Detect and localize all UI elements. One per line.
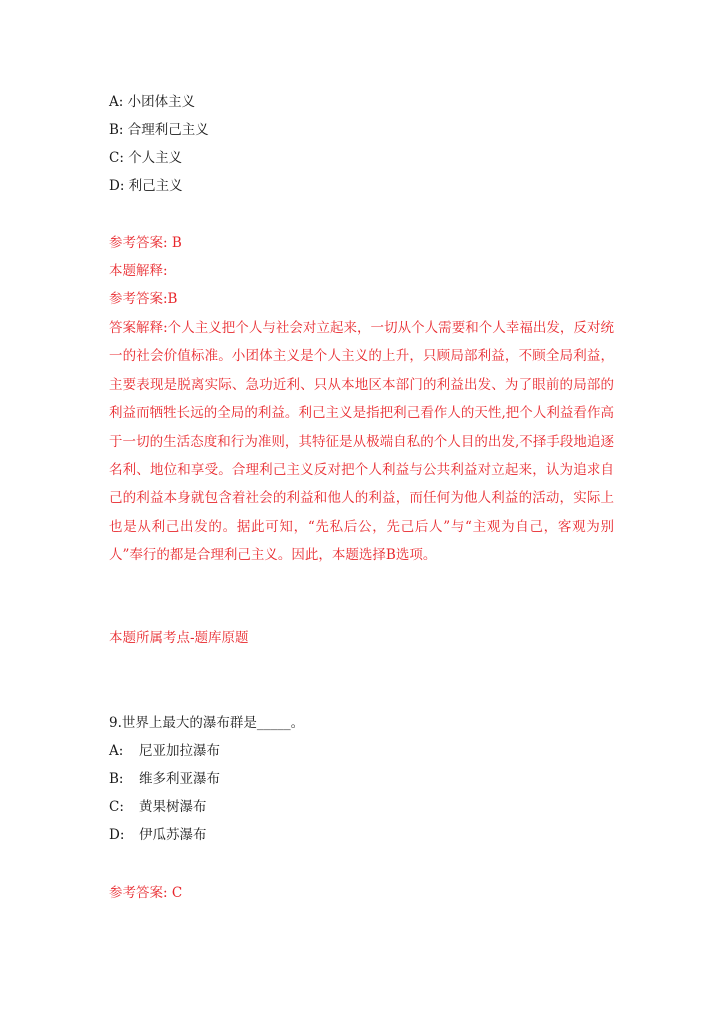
q8-option-b-label: B: (109, 122, 124, 138)
q8-explanation: 答案解释:个人主义把个人与社会对立起来，一切从个人需要和个人幸福出发，反对统一的社会价值标准。小团体主义是个人主义的上升，只顾局部利益，不顾全局利益，主要表现是脱离实际、急功近利、只从本地区本部门的利益出发、为了眼前的局部的利益而牺牲长远的全局的利益。利己主义是指把利己看作人的天性,把个人利益看作高于一切的生活态度和行为准则，其特征是从极端自私的个人目的出发,不择手段地追逐名利、地位和享受。合理利己主义反对把个人利益与公共利益对立起来，认为追求自己的利益本身就包含着社会的利益和他人的利益，而任何为他人利益的活动，实际上也是从利己出发的。据此可知，“先私后公，先己后人”与“主观为自己，客观为别人”奉行的都是合理利己主义。因此，本题选择B选项。 (109, 320, 614, 564)
q8-option-c (109, 148, 182, 168)
q9-option-d-text: 伊瓜苏瀑布 (139, 827, 207, 843)
q8-option-d-text: 利己主义 (128, 178, 183, 194)
q8-option-a (109, 92, 195, 112)
q8-option-d (109, 176, 183, 196)
q9-answer: 参考答案: C (109, 885, 183, 901)
q9-option-d (109, 825, 207, 845)
q8-option-a-label: A: (109, 94, 124, 110)
q9-option-a (109, 741, 220, 761)
q8-option-a-text: 小团体主义 (127, 94, 196, 110)
q8-option-b-text: 合理利己主义 (127, 122, 209, 138)
q9-option-b-label: B: (109, 771, 124, 787)
q8-option-d-label: D: (109, 178, 125, 194)
q9-option-c-text: 黄果树瀑布 (139, 799, 207, 815)
q9-option-d-label: D: (109, 827, 125, 843)
q8-answer: 参考答案: B (109, 235, 182, 251)
q9-option-c-label: C: (109, 799, 124, 815)
q8-option-b (109, 120, 209, 140)
q8-option-c-label: C: (109, 150, 124, 166)
q9-question: 9.世界上最大的瀑布群是_____。 (109, 715, 305, 731)
q9-option-a-label: A: (109, 743, 124, 759)
q8-option-c-text: 个人主义 (128, 150, 183, 166)
q8-explain-heading: 本题解释: (109, 263, 168, 279)
q9-option-c (109, 797, 207, 817)
q8-answer-repeat: 参考答案:B (109, 291, 178, 307)
q9-option-a-text: 尼亚加拉瀑布 (139, 743, 220, 759)
q9-option-b-text: 维多利亚瀑布 (139, 771, 220, 787)
q8-source: 本题所属考点-题库原题 (109, 630, 249, 646)
q9-option-b (109, 769, 220, 789)
